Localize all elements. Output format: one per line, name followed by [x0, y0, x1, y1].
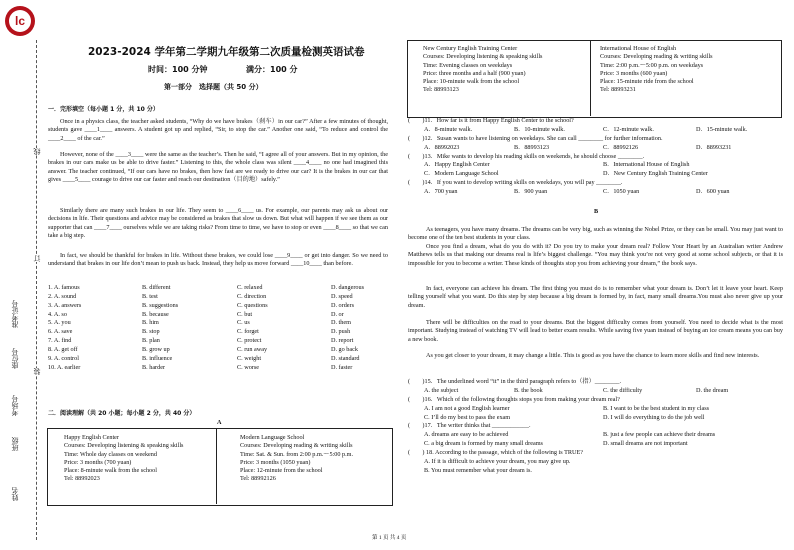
question-option[interactable]: A. dreams are easy to be achieved — [424, 431, 509, 439]
ad-time: Time: Sat. & Sun. from 2:00 p.m.～5:00 p.m. — [240, 450, 354, 458]
ad-name: Happy English Center — [64, 434, 119, 441]
cloze-option[interactable]: B. test — [142, 292, 158, 300]
cloze-option[interactable]: B. plan — [142, 337, 160, 345]
ad-tel: Tel: 88993231 — [600, 86, 636, 94]
ad-box-top-divider — [590, 40, 591, 116]
question-option[interactable]: D. small dreams are not important — [603, 440, 688, 448]
question-option[interactable]: D. the dream — [696, 386, 729, 394]
binding-exam-no: 准考证号 — [11, 300, 19, 328]
cloze-option[interactable]: 10. A. earlier — [48, 363, 81, 371]
cloze-option[interactable]: 7. A. find — [48, 337, 72, 345]
question-option[interactable]: C．Modern Language School — [424, 170, 499, 178]
ad-courses: Courses: Developing reading & writing skills — [600, 53, 713, 61]
cloze-option[interactable]: D. faster — [331, 363, 353, 371]
ad-courses: Courses: Developing reading & writing skills — [240, 442, 353, 450]
reading-heading: 二．阅读理解（共 20 小题；每小题 2 分，共 40 分） — [48, 410, 196, 417]
question-option[interactable]: C．88992126 — [603, 143, 639, 151]
cloze-option[interactable]: B. influence — [142, 354, 173, 362]
question-options-row — [408, 405, 788, 414]
cloze-option[interactable]: D. orders — [331, 301, 355, 309]
ad-place: Place: 15-minute ride from the school — [600, 78, 694, 86]
question-options-row — [408, 126, 788, 135]
page-footer: 第 1 页 共 4 页 — [372, 535, 407, 541]
question-options-row — [408, 414, 788, 423]
cloze-option[interactable]: D. go back — [331, 345, 358, 353]
ad-tel: Tel: 88992126 — [240, 475, 276, 483]
cloze-option[interactable]: B. suggestions — [142, 301, 179, 309]
school-logo-mark: lc — [9, 10, 31, 32]
question-option[interactable]: C. the difficulty — [603, 386, 643, 394]
ad-box-bottom-divider — [216, 428, 217, 504]
question-stem: ( )16．Which of the following thoughts stops you from making your dream real? — [408, 395, 620, 403]
question-option[interactable]: B. the book — [514, 386, 543, 394]
question-option[interactable]: B. I want to be the best student in my class — [603, 404, 710, 412]
ad-price: Price: 3 months (600 yuan) — [600, 69, 668, 77]
question-option[interactable]: A. I am not a good English learner — [424, 404, 510, 412]
cloze-option[interactable]: C. protect — [237, 337, 262, 345]
binding-dashed-line — [36, 40, 37, 540]
question-option[interactable]: C．1050 yuan — [603, 188, 640, 196]
ad-price: Price: 3 months (700 yuan) — [64, 458, 132, 466]
ad-time: Time: 2:00 p.m.～5:00 p.m. on weekdays — [600, 61, 704, 69]
question-option[interactable]: A．700 yuan — [424, 188, 458, 196]
cloze-option[interactable]: 3. A. answers — [48, 301, 82, 309]
exam-time: 时间：100 分钟 — [148, 65, 208, 74]
binding-room-no: 考场号 — [11, 395, 19, 416]
binding-class: 班级 — [11, 437, 19, 451]
passage-b-paragraph-4: There will be difficulties on the road to your dreams. But the biggest difficulty comes from yourself. You need to decide what is the most important. Studying instead of watching TV will lead to better exam results. While saving five yuan instead of buying an ice cream means you can buy a new book. — [408, 319, 783, 343]
ad-name: New Century English Training Center — [423, 45, 518, 52]
cloze-option[interactable]: D. dangerous — [331, 284, 364, 291]
cloze-paragraph-2: However, none of the ____3____ were the same as the teacher’s. Then he said, “I agree all of your answers. But in my opinion, the brakes in our cars make us be able to drive faster.” Listening to this, the whole class was silent ____4____ no one had imagined this answer. The teacher continued, “If our cars have no brakes, then how fast are we ready to drive our car? It is the brakes in our car that gives ____5____ courage to drive our car faster and reach our destination（目的地）safely.” — [48, 151, 388, 184]
cloze-option[interactable]: D. report — [331, 337, 354, 345]
ad-time: Time: Whole day classes on weekend — [64, 450, 157, 458]
question-stem: ( )14．If you want to develop writing skills on weekdays, you will pay ________. — [408, 179, 623, 187]
ad-time: Time: Evening classes on weekdays — [423, 61, 513, 69]
passage-b-label: B — [594, 208, 599, 215]
question-options-row — [408, 170, 788, 179]
cloze-option[interactable]: 8. A. get off — [48, 345, 78, 353]
cloze-option[interactable]: 5. A. you — [48, 319, 71, 327]
question-option[interactable]: D．New Century English Training Center — [603, 170, 708, 178]
binding-name: 姓名 — [11, 487, 19, 501]
question-option[interactable]: D．600 yuan — [696, 188, 730, 196]
binding-mark-line: 线 — [33, 148, 41, 155]
question-options-row — [408, 161, 788, 170]
cloze-option[interactable]: B. different — [142, 284, 171, 291]
cloze-option[interactable]: 1. A. famous — [48, 284, 80, 291]
questions-a — [408, 117, 788, 197]
question-options-row — [408, 144, 788, 153]
question-option[interactable]: B．900 yuan — [514, 188, 548, 196]
cloze-option[interactable]: C. run away — [237, 345, 268, 353]
question-option[interactable]: C．12-minute walk. — [603, 125, 654, 133]
question-options-row — [408, 431, 788, 440]
questions-b — [408, 378, 788, 476]
cloze-option[interactable]: C. weight — [237, 354, 262, 362]
question-option[interactable]: D．15-minute walk. — [696, 125, 748, 133]
page-title: 2023-2024 学年第二学期九年级第二次质量检测英语试卷 — [88, 46, 365, 58]
cloze-paragraph-1: Once in a physics class, the teacher asked students, “Why do we have brakes（刹车）in our car?” After a few minutes of thought, students gave ____1____ answers. A student got up and replied, “Sir, to stop the car.” Another one said, “To reduce and control the ____2____ of the car.” — [48, 118, 388, 142]
question-option[interactable]: A. the subject — [424, 386, 459, 394]
question-option[interactable]: D．88993231 — [696, 143, 732, 151]
ad-price: Price: 3 months (1050 yuan) — [240, 458, 311, 466]
passage-b-paragraph-2: Once you find a dream, what do you do with it? Do you try to make your dream real? Follow Your Heart by an Australian writer Andrew Matthews tells us that making our dreams real is life’s biggest challenge. “You may think you’re not very good at some school subjects, or that it is impossible for you to become a writer. These kinds of thoughts stop you from achieving your dream,” the book says. — [408, 243, 783, 267]
ad-place: Place: 8-minute walk from the school — [64, 467, 157, 475]
ad-modern-language — [240, 434, 353, 484]
question-stem: ( )11．How far is it from Happy English Center to the school? — [408, 117, 574, 124]
ad-courses: Courses: Developing listening & speaking skills — [64, 442, 184, 450]
ad-new-century — [423, 45, 542, 95]
binding-mark-zhuang: 装 — [33, 368, 41, 375]
exam-score: 满分：100 分 — [246, 65, 298, 74]
cloze-option[interactable]: C. direction — [237, 292, 267, 300]
ad-courses: Courses: Developing listening & speaking skills — [423, 53, 543, 61]
ad-name: International House of English — [600, 45, 677, 52]
passage-b-paragraph-5: As you get closer to your dream, it may change a little. This is good as you have the chance to learn more skills and find new interests. — [426, 352, 760, 359]
cloze-option[interactable]: 9. A. control — [48, 354, 79, 362]
cloze-option[interactable]: B. grow up — [142, 345, 170, 353]
cloze-option[interactable]: D. standard — [331, 354, 360, 362]
question-option[interactable]: A. If it is difficult to achieve your dream, you may give up. — [424, 458, 571, 466]
question-option[interactable]: C. a big dream is formed by many small dreams — [424, 440, 543, 448]
passage-b-paragraph-3: In fact, everyone can achieve his dream. The first thing you must do is to remember what your dream is. Don’t let it leave your heart. Keep telling yourself what you want. Do this step by step because a big dream is formed by, in fact, many small dreams.You must also never give up your dream. — [408, 285, 783, 309]
passage-a-label: A — [217, 419, 222, 426]
ad-price: Price: three months and a half (900 yuan) — [423, 69, 526, 77]
ad-place: Place: 10-minute walk from the school — [423, 78, 520, 86]
school-logo — [5, 6, 35, 36]
cloze-option[interactable]: B. because — [142, 310, 169, 318]
cloze-option[interactable]: C. us — [237, 319, 250, 327]
question-option[interactable]: A．88992023 — [424, 143, 460, 151]
cloze-paragraph-4: In fact, we should be thankful for brakes in life. Without these brakes, we could lose ____9____ or get into danger. So we need to understand that brakes in our life don’t mean to push us back. Instead, they help us move forward ____10____ than before. — [48, 252, 388, 268]
cloze-option[interactable]: C. worse — [237, 363, 259, 371]
question-option[interactable]: D. I will do everything to do the job well — [603, 413, 705, 421]
ad-tel: Tel: 88993123 — [423, 86, 459, 94]
cloze-option[interactable]: B. harder — [142, 363, 166, 371]
binding-mark-ding: 订 — [33, 255, 41, 262]
binding-seat-no: 座位号 — [11, 348, 19, 369]
question-option[interactable]: B．International House of English — [603, 161, 690, 169]
cloze-option[interactable]: D. them — [331, 319, 351, 327]
ad-name: Modern Language School — [240, 434, 305, 441]
question-option[interactable]: B．10-minute walk. — [514, 125, 565, 133]
cloze-option[interactable]: B. stop — [142, 328, 160, 336]
cloze-option[interactable]: D. speed — [331, 292, 353, 300]
question-stem: ( )12．Susan wants to have listening on weekdays. She can call ________ for further information. — [408, 134, 663, 142]
question-stem: ( ) 18. According to the passage, which of the following is TRUE? — [408, 449, 583, 457]
question-option[interactable]: B. You must remember what your dream is. — [424, 466, 532, 474]
cloze-option[interactable]: 4. A. so — [48, 310, 67, 318]
part-one-heading: 第一部分 选择题（共 50 分） — [164, 83, 263, 91]
passage-b-paragraph-1: As teenagers, you have many dreams. The dreams can be very big, such as winning the Nobel Prize, or they can be small. You may just want to become one of the ten best students in your class. — [408, 226, 783, 242]
ad-happy-english — [64, 434, 183, 484]
cloze-option[interactable]: C. forget — [237, 328, 259, 336]
question-stem: ( )13．Mike wants to develop his reading skills on weekends, he should choose ________. — [408, 152, 645, 160]
question-stem: ( )15．The underlined word “it” in the third paragraph refers to（指）________. — [408, 378, 622, 385]
cloze-heading: 一．完形填空（每小题 1 分，共 10 分） — [48, 106, 159, 113]
question-options-row — [408, 387, 788, 396]
question-options-row — [408, 188, 788, 197]
question-option[interactable]: A．Happy English Center — [424, 161, 490, 169]
ad-tel: Tel: 88992023 — [64, 475, 100, 483]
ad-international-house — [600, 45, 713, 95]
cloze-option[interactable]: B. him — [142, 319, 159, 327]
question-option[interactable]: A．8-minute walk. — [424, 125, 473, 133]
cloze-option[interactable]: C. but — [237, 310, 253, 318]
question-stem: ( )17．The writer thinks that ____________. — [408, 422, 531, 430]
question-option[interactable]: C. I’ll do my best to pass the exam — [424, 413, 511, 421]
cloze-option[interactable]: 6. A. save — [48, 328, 73, 336]
cloze-option[interactable]: C. relaxed — [237, 284, 263, 291]
question-options-row — [408, 440, 788, 449]
question-option[interactable]: B．88993123 — [514, 143, 550, 151]
cloze-option[interactable]: 2. A. sound — [48, 292, 77, 300]
question-option[interactable]: B. just a few people can achieve their dreams — [603, 431, 716, 439]
cloze-option[interactable]: D. push — [331, 328, 351, 336]
ad-place: Place: 12-minute from the school — [240, 467, 323, 475]
cloze-option[interactable]: D. or — [331, 310, 344, 318]
cloze-paragraph-3: Similarly there are many such brakes in our life. They seem to ____6____ us. For example, our parents may ask us about our decisions in life. Their questions and advice may be considered as brakes that slow us down. But what will happen if we see them as our supporter that can ____7____ ourselves while we are taking risks? From time to time, we have to stop or even ____8____ so that we can take a big step. — [48, 207, 388, 240]
cloze-option[interactable]: C. questions — [237, 301, 268, 309]
